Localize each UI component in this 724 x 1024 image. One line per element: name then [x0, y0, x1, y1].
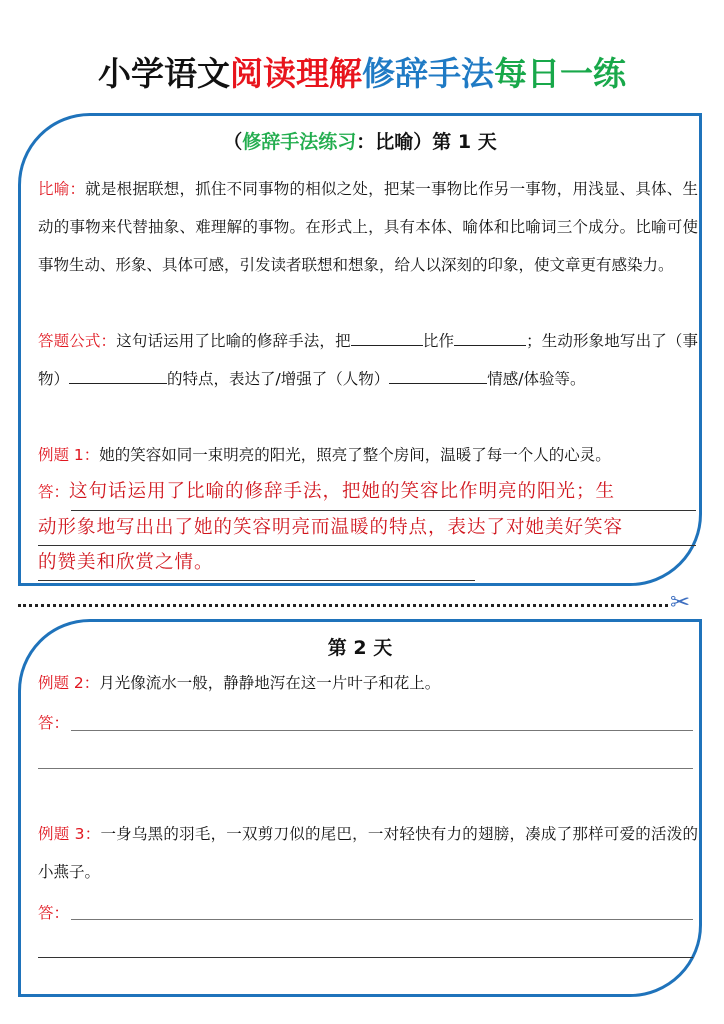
definition-label: 比喻： [38, 180, 86, 198]
example1-text: 她的笑容如同一束明亮的阳光，照亮了整个房间，温暖了每一个人的心灵。 [99, 446, 611, 464]
blank-emotion [389, 369, 487, 384]
day2-card [18, 619, 702, 997]
answer1-line2: 动形象地写出出了她的笑容明亮而温暖的特点，表达了对她美好笑容 [38, 517, 624, 538]
answer3-line-1[interactable] [71, 919, 693, 920]
answer1 [38, 474, 698, 580]
answer1-label: 答： [38, 483, 70, 501]
answer1-underline-1 [71, 510, 696, 511]
answer2-line-1[interactable] [71, 730, 693, 731]
formula-text-b: 比作 [422, 332, 455, 350]
example3-text: 一身乌黑的羽毛，一双剪刀似的尾巴，一对轻快有力的翅膀，凑成了那样可爱的活泼的小燕子。 [38, 825, 698, 881]
answer1-underline-3 [38, 580, 475, 581]
example1-label: 例题 1： [38, 446, 100, 464]
example2-text: 月光像流水一般，静静地泻在这一片叶子和花上。 [99, 674, 441, 692]
formula-label: 答题公式： [38, 332, 117, 350]
heading-topic: 修辞手法练习 [242, 131, 357, 153]
heading-paren: （ [223, 131, 243, 153]
blank-tenor [351, 331, 423, 346]
example3 [38, 815, 698, 891]
title-part-1: 小学语文 [98, 54, 230, 93]
example1 [38, 436, 698, 474]
heading-day: ：比喻）第 1 天 [356, 131, 497, 153]
definition-paragraph [38, 170, 698, 284]
day2-heading: 第 2 天 [327, 637, 393, 659]
answer2-line-2[interactable] [38, 768, 693, 769]
definition-text: 就是根据联想，抓住不同事物的相似之处，把某一事物比作另一事物，用浅显、具体、生动的事物来代替抽象、难理解的事物。在形式上，具有本体、喻体和比喻词三个成分。比喻可使事物生动、形象、具体可感，引发读者联想和想象，给人以深刻的印象，使文章更有感染力。 [38, 180, 698, 274]
answer2-label: 答： [38, 714, 70, 732]
title-part-2: 阅读理解 [230, 54, 362, 93]
example3-label: 例题 3： [38, 825, 101, 843]
answer1-line1: 这句话运用了比喻的修辞手法，把她的笑容比作明亮的阳光；生 [69, 481, 616, 502]
answer3-label: 答： [38, 904, 70, 922]
formula-text-e: 情感/体验等。 [487, 370, 586, 388]
answer1-line3: 的赞美和欣赏之情。 [38, 552, 214, 573]
blank-vehicle [454, 331, 526, 346]
title-part-3: 修辞手法 [362, 54, 494, 93]
cut-line [18, 604, 668, 607]
answer3-line-2[interactable] [38, 957, 693, 958]
answer1-underline-2 [38, 545, 696, 546]
formula-text-d: 的特点，表达了/增强了（人物） [167, 370, 390, 388]
example2-label: 例题 2： [38, 674, 100, 692]
day1-card [18, 113, 702, 586]
day1-heading [21, 128, 699, 156]
formula-text-c: ；生动形象地写出了（事物） [38, 332, 698, 388]
scissors-icon: ✂ [670, 588, 691, 616]
title-part-4: 每日一练 [494, 54, 626, 93]
answer3-row [38, 894, 698, 932]
formula-text-a: 这句话运用了比喻的修辞手法，把 [116, 332, 351, 350]
page-title [0, 52, 724, 96]
formula-paragraph [38, 322, 698, 398]
answer2-row [38, 704, 698, 742]
blank-thing [69, 369, 167, 384]
example2 [38, 664, 698, 702]
